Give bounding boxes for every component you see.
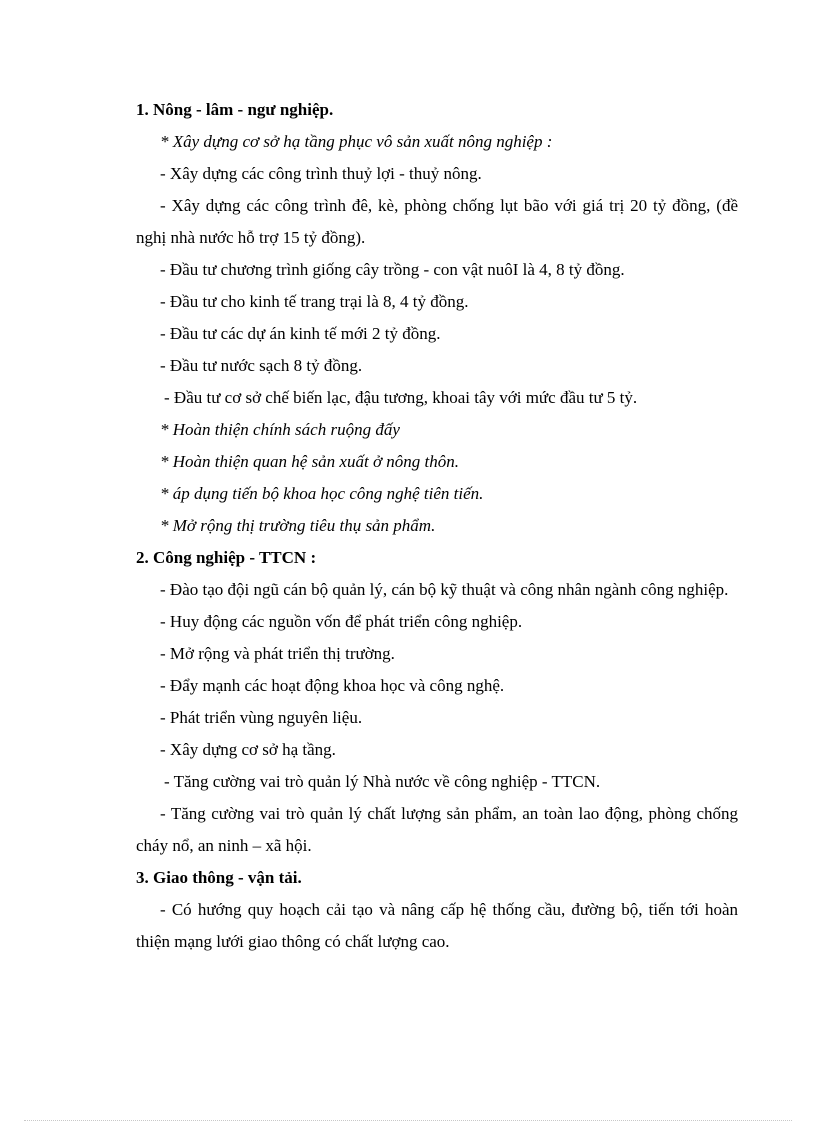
- s1-project-item: - Đầu tư các dự án kinh tế mới 2 tỷ đồng.: [160, 324, 441, 343]
- s2-material-item: - Phát triển vùng nguyên liệu.: [160, 708, 363, 727]
- s3-transport-item: - Có hướng quy hoạch cải tạo và nâng cấp hệ thống cầu, đường bộ, tiến tới hoàn thiện mạng lưới giao thông có chất lượng cao.: [136, 900, 738, 951]
- s2-market-item: - Mở rộng và phát triển thị trường.: [160, 644, 395, 663]
- s1-processing-item: - Đầu tư cơ sở chế biến lạc, đậu tương, khoai tây với mức đầu tư 5 tỷ.: [164, 388, 638, 407]
- s2-state-management-item: - Tăng cường vai trò quản lý Nhà nước về công nghiệp - TTCN.: [164, 772, 601, 791]
- s1-dike-item: - Xây dựng các công trình đê, kè, phòng chống lụt bão với giá trị 20 tỷ đồng, (đề nghị nhà nước hỗ trợ 15 tỷ đồng).: [136, 196, 738, 247]
- s1-market-item: * Mở rộng thị trường tiêu thụ sản phẩm.: [160, 516, 436, 535]
- section-2-heading: 2. Công nghiệp - TTCN :: [136, 548, 317, 567]
- s1-land-policy-item: * Hoàn thiện chính sách ruộng đấy: [160, 420, 400, 439]
- s1-irrigation-item: - Xây dựng các công trình thuỷ lợi - thuỷ nông.: [160, 164, 482, 183]
- s1-production-relation-item: * Hoàn thiện quan hệ sản xuất ở nông thôn.: [160, 452, 459, 471]
- s1-technology-item: * áp dụng tiến bộ khoa học công nghệ tiên tiến.: [160, 484, 484, 503]
- s1-seed-item: - Đầu tư chương trình giống cây trồng - con vật nuôI là 4, 8 tỷ đồng.: [160, 260, 625, 279]
- s2-capital-item: - Huy động các nguồn vốn để phát triển công nghiệp.: [160, 612, 523, 631]
- s2-science-item: - Đẩy mạnh các hoạt động khoa học và công nghệ.: [160, 676, 505, 695]
- section-3-heading: 3. Giao thông - vận tải.: [136, 868, 302, 887]
- section-1-heading: 1. Nông - lâm - ngư nghiệp.: [136, 100, 334, 119]
- s1-water-item: - Đầu tư nước sạch 8 tỷ đồng.: [160, 356, 363, 375]
- page-bottom-divider: [24, 1120, 792, 1121]
- s1-farm-item: - Đầu tư cho kinh tế trang trại là 8, 4 tỷ đồng.: [160, 292, 469, 311]
- s2-training-item: - Đào tạo đội ngũ cán bộ quản lý, cán bộ kỹ thuật và công nhân ngành công nghiệp.: [160, 580, 729, 599]
- s2-quality-item: - Tăng cường vai trò quản lý chất lượng sản phẩm, an toàn lao động, phòng chống cháy nổ, an ninh – xã hội.: [136, 804, 738, 855]
- s2-infrastructure-item: - Xây dựng cơ sở hạ tầng.: [160, 740, 336, 759]
- s1-infrastructure-item: * Xây dựng cơ sở hạ tầng phục vô sản xuất nông nghiệp :: [160, 132, 553, 151]
- document-page: [136, 94, 738, 958]
